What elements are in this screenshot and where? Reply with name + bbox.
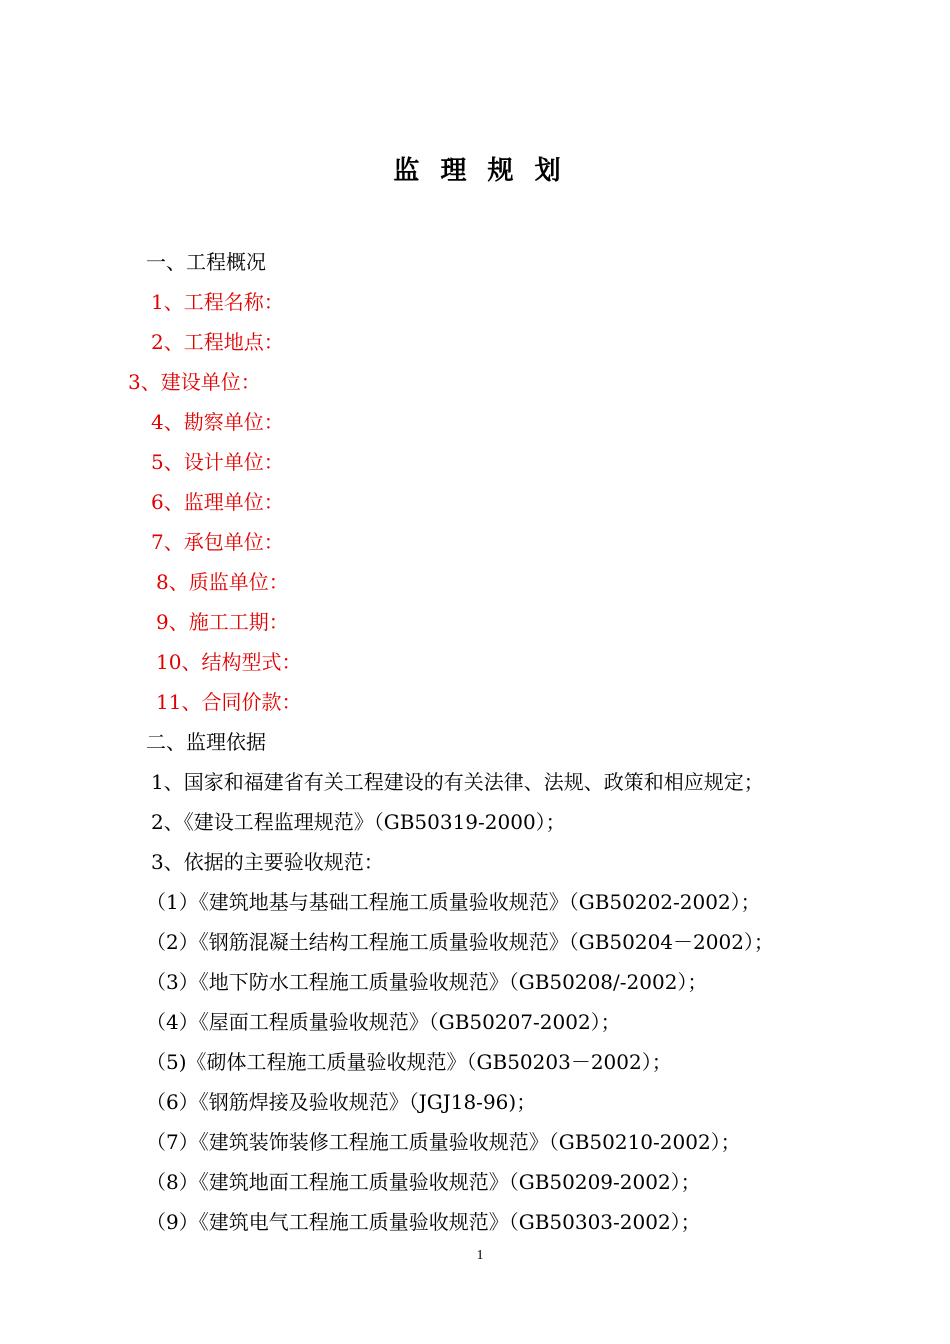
basis-item-acceptance-codes: 3、依据的主要验收规范： (151, 850, 384, 874)
overview-item-contract-price: 11、合同价款： (156, 690, 302, 714)
overview-item-quality: 8、质监单位： (156, 570, 289, 594)
overview-item-contractor: 7、承包单位： (151, 530, 284, 554)
basis-item-supervision-code: 2、《建设工程监理规范》（GB50319-2000）； (151, 810, 566, 834)
overview-item-design: 5、设计单位： (151, 450, 284, 474)
section-heading-basis: 二、监理依据 (146, 730, 266, 754)
code-item-3: （3）《地下防水工程施工质量验收规范》（GB50208/-2002）； (146, 970, 708, 994)
code-item-7: （7）《建筑装饰装修工程施工质量验收规范》（GB50210-2002）； (146, 1130, 741, 1154)
overview-item-supervision: 6、监理单位： (151, 490, 284, 514)
page-number: 1 (476, 1248, 484, 1263)
overview-item-project-name: 1、工程名称： (151, 290, 284, 314)
overview-item-structure: 10、结构型式： (156, 650, 302, 674)
overview-item-period: 9、施工工期： (156, 610, 289, 634)
code-item-5: （5)《砌体工程施工质量验收规范》（GB50203－2002）； (146, 1050, 672, 1074)
basis-item-laws: 1、国家和福建省有关工程建设的有关法律、法规、政策和相应规定； (151, 770, 764, 794)
code-item-4: （4）《屋面工程质量验收规范》（GB50207-2002）； (146, 1010, 621, 1034)
code-item-8: （8）《建筑地面工程施工质量验收规范》（GB50209-2002）； (146, 1170, 701, 1194)
section-heading-overview: 一、工程概况 (146, 250, 266, 274)
overview-item-survey: 4、勘察单位： (151, 410, 284, 434)
code-item-9: （9）《建筑电气工程施工质量验收规范》（GB50303-2002）； (146, 1210, 701, 1234)
overview-item-project-location: 2、工程地点： (151, 330, 284, 354)
code-item-6: （6）《钢筋焊接及验收规范》（JGJ18-96)； (146, 1090, 537, 1114)
page-title: 监 理 规 划 (393, 156, 567, 186)
code-item-1: （1）《建筑地基与基础工程施工质量验收规范》（GB50202-2002）； (146, 890, 761, 914)
code-item-2: （2）《钢筋混凝土结构工程施工质量验收规范》（GB50204－2002）； (146, 930, 774, 954)
overview-item-owner: 3、建设单位： (128, 370, 261, 394)
